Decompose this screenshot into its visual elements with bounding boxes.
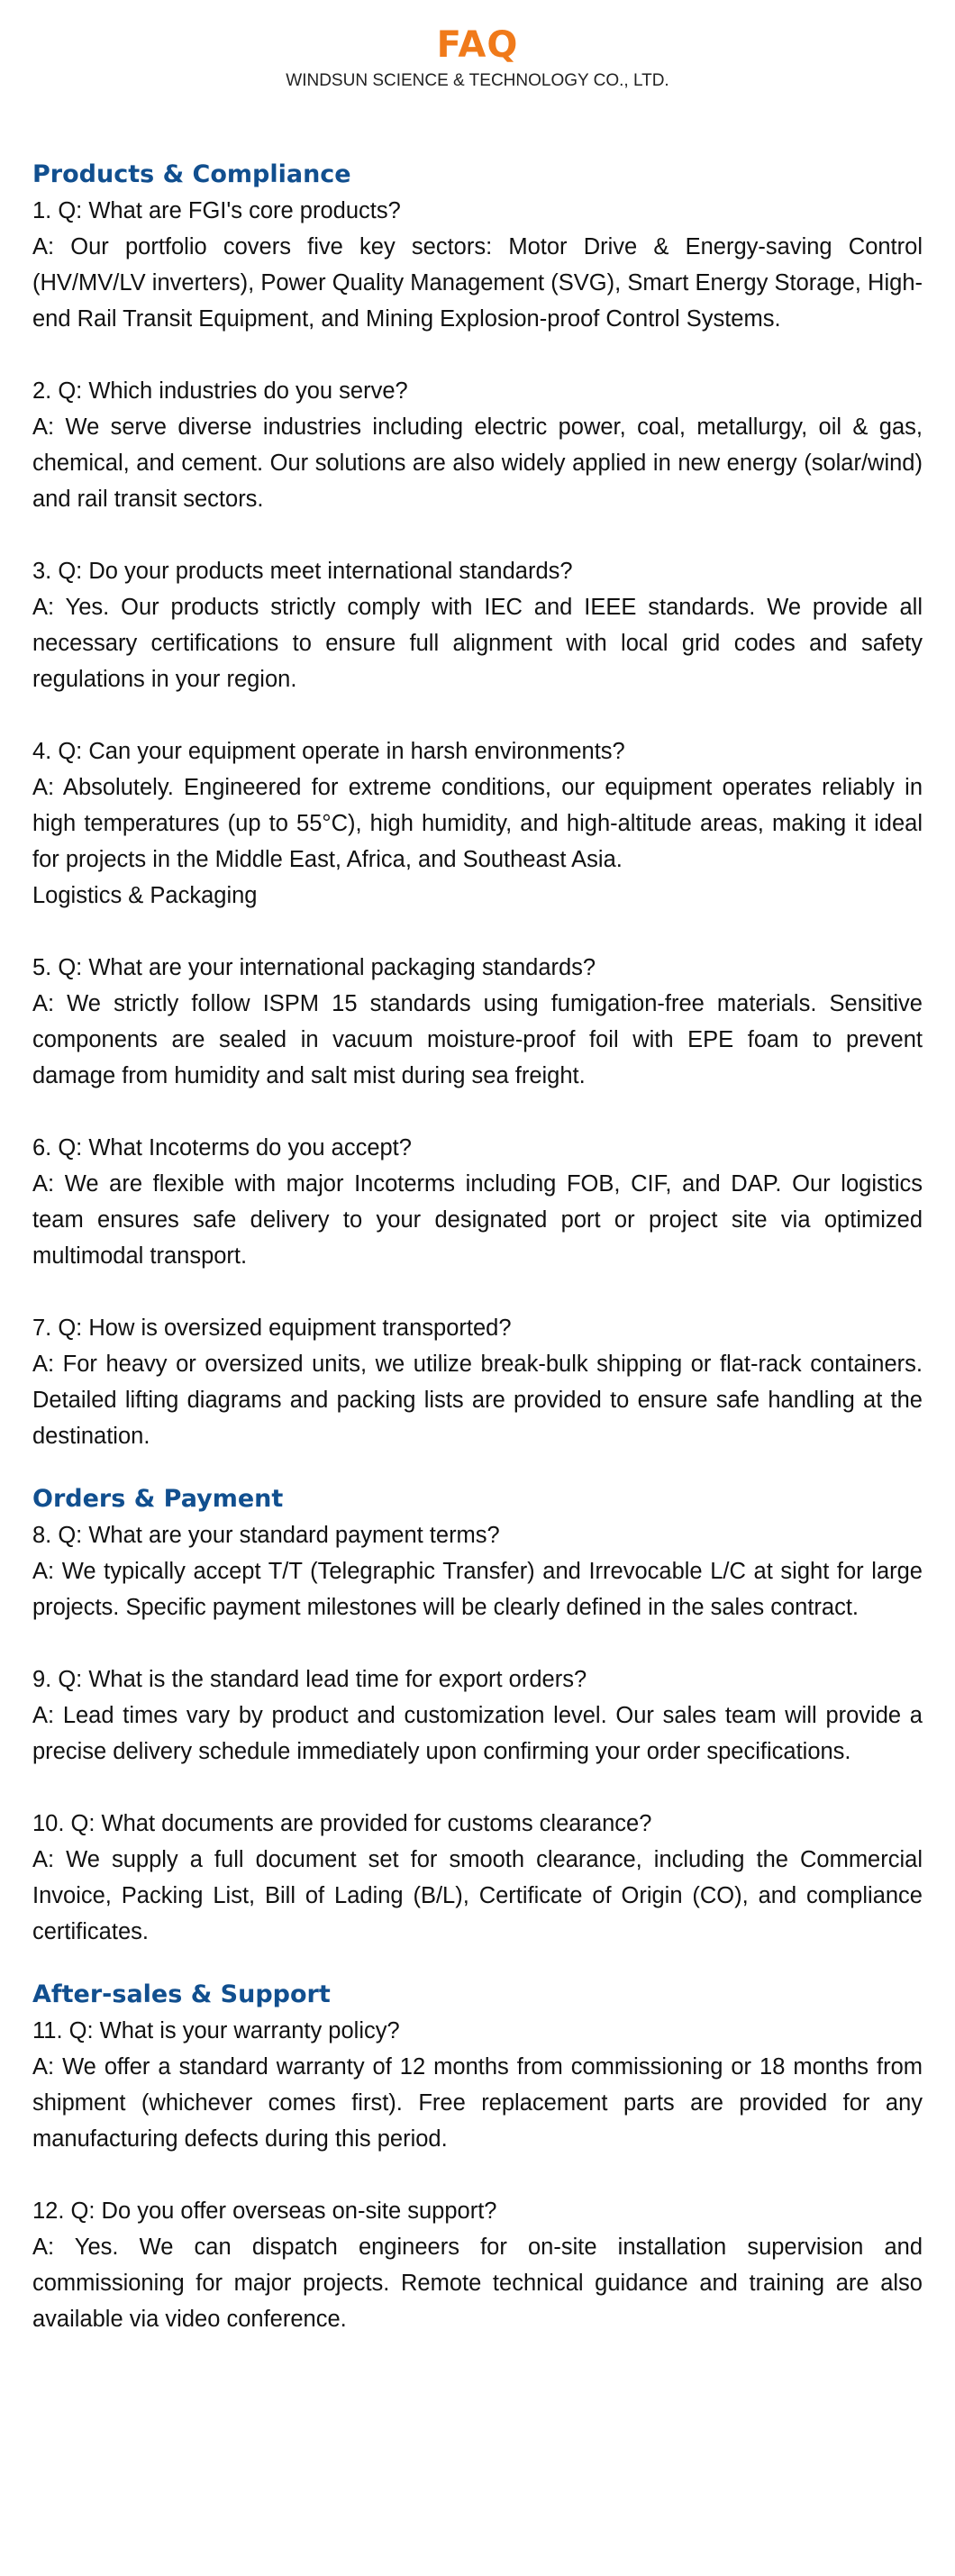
faq-question: 12. Q: Do you offer overseas on-site support? — [32, 2198, 497, 2224]
faq-question: 7. Q: How is oversized equipment transported? — [32, 1315, 512, 1341]
faq-answer: A: For heavy or oversized units, we utilize break-bulk shipping or flat-rack containers. Detailed lifting diagrams and packing lists are provided to ensure safe handling at the destination. — [32, 1352, 923, 1449]
faq-item — [32, 2193, 923, 2337]
faq-question: 8. Q: What are your standard payment terms? — [32, 1523, 500, 1548]
page-title: FAQ — [436, 24, 519, 66]
faq-question: 4. Q: Can your equipment operate in harsh environments? — [32, 739, 625, 764]
company-name: WINDSUN SCIENCE & TECHNOLOGY CO., LTD. — [286, 71, 669, 90]
faq-answer: A: We offer a standard warranty of 12 months from commissioning or 18 months from shipment (whichever comes first). Free replacement parts are provided for any manufacturing defects during this period. — [32, 2054, 923, 2152]
faq-question: 11. Q: What is your warranty policy? — [32, 2018, 400, 2044]
faq-question: 5. Q: What are your international packaging standards? — [32, 955, 596, 980]
faq-item — [32, 1130, 923, 1274]
faq-item — [32, 1310, 923, 1454]
section-title: Orders & Payment — [32, 1485, 284, 1513]
faq-item — [32, 2013, 923, 2157]
faq-item — [32, 1806, 923, 1950]
section-title: Products & Compliance — [32, 160, 351, 188]
faq-answer: A: Yes. We can dispatch engineers for on-site installation supervision and commissioning for major projects. Remote technical guidance and training are also available via video conference. — [32, 2235, 923, 2332]
faq-answer: A: We strictly follow ISPM 15 standards using fumigation-free materials. Sensitive components are sealed in vacuum moisture-proof foil with EPE foam to prevent damage from humidity and salt mist during sea freight. — [32, 991, 923, 1088]
section-orders-payment — [32, 1481, 923, 1950]
faq-item — [32, 733, 923, 914]
section-title: After-sales & Support — [32, 1980, 331, 2008]
faq-answer: A: Our portfolio covers five key sectors: Motor Drive & Energy-saving Control (HV/MV/LV inverters), Power Quality Management (SVG), Smart Energy Storage, High-end Rail Transit Equipment, and Mining Explosion-proof Control Systems. — [32, 234, 923, 332]
faq-question: 2. Q: Which industries do you serve? — [32, 378, 408, 404]
section-products-compliance — [32, 157, 923, 1454]
faq-item — [32, 1661, 923, 1770]
section-after-sales-support — [32, 1977, 923, 2337]
faq-question: 3. Q: Do your products meet international standards? — [32, 559, 573, 584]
faq-item — [32, 193, 923, 337]
faq-answer: A: Yes. Our products strictly comply with IEC and IEEE standards. We provide all necessary certifications to ensure full alignment with local grid codes and safety regulations in your region. — [32, 595, 923, 692]
faq-answer: A: We typically accept T/T (Telegraphic Transfer) and Irrevocable L/C at sight for large projects. Specific payment milestones will be clearly defined in the sales contract. — [32, 1559, 923, 1620]
faq-answer: A: We serve diverse industries including electric power, coal, metallurgy, oil & gas, chemical, and cement. Our solutions are also widely applied in new energy (solar/wind) and rail transit sectors. — [32, 414, 923, 512]
faq-answer: A: We supply a full document set for smooth clearance, including the Commercial Invoice, Packing List, Bill of Lading (B/L), Certificate of Origin (CO), and compliance certificates. — [32, 1847, 923, 1944]
faq-answer: A: We are flexible with major Incoterms including FOB, CIF, and DAP. Our logistics team ensures safe delivery to your designated port or project site via optimized multimodal transport. — [32, 1171, 923, 1269]
subsection-label: Logistics & Packaging — [32, 883, 258, 908]
faq-answer: A: Absolutely. Engineered for extreme conditions, our equipment operates reliably in high temperatures (up to 55°C), high humidity, and high-altitude areas, making it ideal for projects in the Middle East, Africa, and Southeast Asia. — [32, 775, 923, 872]
faq-item — [32, 553, 923, 697]
faq-content — [0, 157, 955, 2337]
faq-answer: A: Lead times vary by product and customization level. Our sales team will provide a precise delivery schedule immediately upon confirming your order specifications. — [32, 1703, 923, 1764]
faq-item — [32, 373, 923, 517]
page-header — [0, 0, 955, 92]
faq-item — [32, 1517, 923, 1625]
faq-item — [32, 950, 923, 1094]
faq-question: 6. Q: What Incoterms do you accept? — [32, 1135, 412, 1161]
faq-question: 1. Q: What are FGI's core products? — [32, 198, 401, 223]
faq-question: 9. Q: What is the standard lead time for export orders? — [32, 1667, 587, 1692]
faq-question: 10. Q: What documents are provided for customs clearance? — [32, 1811, 652, 1836]
